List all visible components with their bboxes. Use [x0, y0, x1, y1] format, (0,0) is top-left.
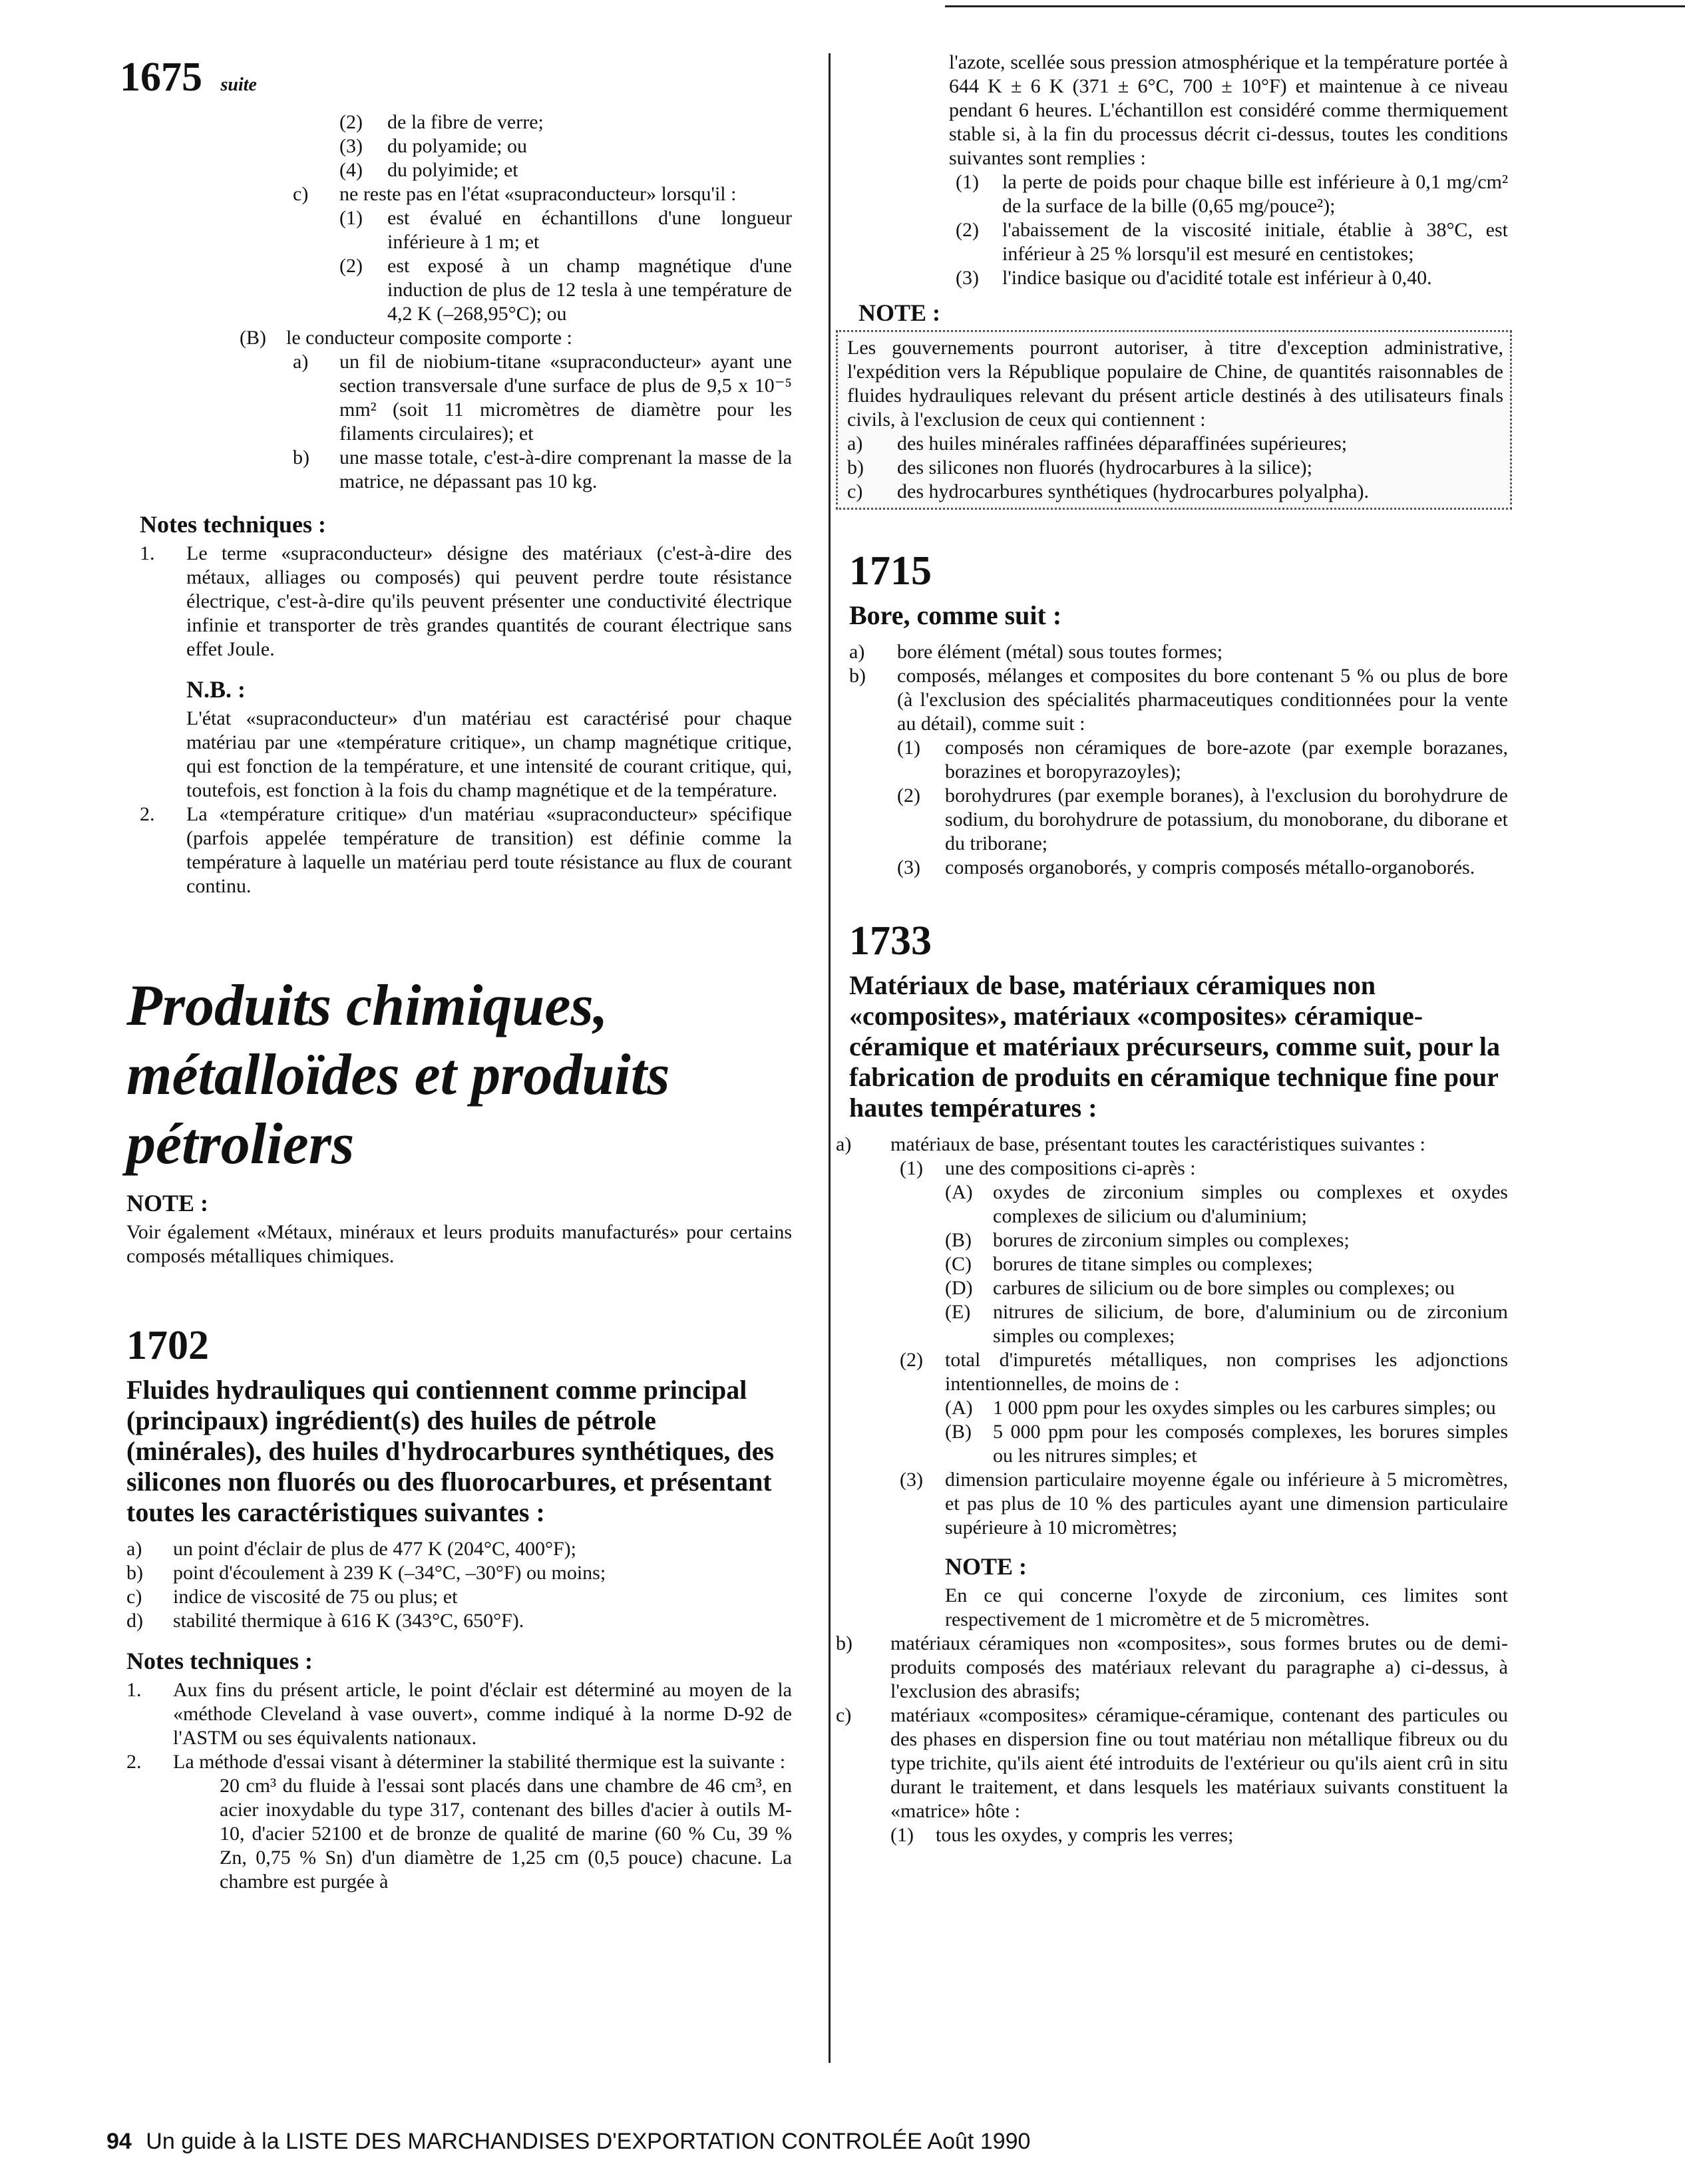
list-item: (C) borures de titane simples ou complexes; [945, 1253, 1313, 1275]
list-item: (3) dimension particulaire moyenne égale ou inférieure à 5 micromètres, et pas plus de 10 % des particules ayant une dimension particulaire supérieure à 10 micromètres; [900, 1469, 1508, 1539]
list-item: (B) le conducteur composite comporte : [240, 327, 572, 349]
technical-note: 2. La méthode d'essai visant à déterminer la stabilité thermique est la suivante : [126, 1751, 786, 1773]
list-item: (4) du polyimide; et [339, 159, 518, 181]
list-item: a) un point d'éclair de plus de 477 K (204°C, 400°F); [126, 1538, 576, 1560]
section-number: 1675 [120, 55, 202, 100]
column-divider [829, 53, 831, 2063]
top-rule [945, 5, 1685, 7]
list-item: b) composés, mélanges et composites du bore contenant 5 % ou plus de bore (à l'exclusion des spécialités pharmaceutiques conditionnées pour la vente au détail), comme suit : [849, 665, 1508, 735]
chapter-note-text: Voir également «Métaux, minéraux et leurs produits manufacturés» pour certains composés métalliques chimiques. [126, 1221, 792, 1267]
nb-title: N.B. : [186, 676, 246, 703]
list-item: (A) 1 000 ppm pour les oxydes simples ou les carbures simples; ou [945, 1397, 1496, 1419]
list-item: (E) nitrures de silicium, de bore, d'aluminium ou de zirconium simples ou complexes; [945, 1301, 1508, 1347]
footer-text: Un guide à la LISTE DES MARCHANDISES D'EXPORTATION CONTROLÉE Août 1990 [146, 2129, 1031, 2154]
list-item: c) indice de viscosité de 75 ou plus; et [126, 1586, 458, 1608]
list-item: (3) composés organoborés, y compris composés métallo-organoborés. [897, 856, 1475, 878]
note-text: En ce qui concerne l'oxyde de zirconium, ces limites sont respectivement de 1 micromètre et de 5 micromètres. [945, 1584, 1508, 1630]
continued-text: l'azote, scellée sous pression atmosphérique et la température portée à 644 K ± 6 K (371 ± 6°C, 700 ± 10°F) et maintenue à ce niveau pendant 6 heures. L'échantillon est considéré comme thermiquement stable si, à la fin du processus décrit ci-dessus, toutes les conditions suivantes sont remplies : [949, 51, 1508, 169]
list-item: a) matériaux de base, présentant toutes les caractéristiques suivantes : [836, 1133, 1425, 1155]
test-method-text: 20 cm³ du fluide à l'essai sont placés dans une chambre de 46 cm³, en acier inoxydable du type 317, contenant des billes d'acier à outils M-10, d'acier 52100 et de bronze de qualité de marine (60 % Cu, 39 % Zn, 0,75 % Sn) d'un diamètre de 1,25 cm (0,5 pouce) chacune. La chambre est purgée à [220, 1775, 792, 1893]
note-text: Les gouvernements pourront autoriser, à titre d'exception administrative, l'expédition vers la République populaire de Chine, de quantités raisonnables de fluides hydrauliques relevant du présent article destinés à des utilisateurs finals civils, à l'exclusion de ceux qui contiennent : [847, 337, 1503, 431]
chapter-title-line-2: métalloïdes et produits [126, 1043, 670, 1107]
note-title: NOTE : [945, 1553, 1028, 1580]
section-1675 [120, 53, 792, 898]
list-item: (1) la perte de poids pour chaque bille est inférieure à 0,1 mg/cm² de la surface de la bille (0,65 mg/pouce²); [956, 171, 1508, 217]
note-box [836, 330, 1512, 510]
list-item: b) des silicones non fluorés (hydrocarbures à la silice); [847, 456, 1312, 478]
list-item: c) ne reste pas en l'état «supraconducteur» lorsqu'il : [293, 183, 737, 205]
list-item: d) stabilité thermique à 616 K (343°C, 650°F). [126, 1610, 524, 1632]
section-1715 [849, 547, 1508, 880]
section-1702-continued [849, 51, 1508, 510]
list-item: a) bore élément (métal) sous toutes formes; [849, 641, 1223, 663]
list-item: (3) l'indice basique ou d'acidité totale est inférieur à 0,40. [956, 267, 1432, 289]
list-item: b) une masse totale, c'est-à-dire comprenant la masse de la matrice, ne dépassant pas 10 kg. [293, 447, 792, 492]
list-item: (A) oxydes de zirconium simples ou complexes et oxydes complexes de silicium ou d'aluminium; [945, 1181, 1508, 1227]
section-number: 1715 [849, 548, 932, 594]
notes-title: Notes techniques : [126, 1648, 313, 1674]
section-1702 [126, 1322, 792, 1894]
list-item: (2) l'abaissement de la viscosité initiale, établie à 38°C, est inférieur à 25 % lorsqu'il est mesuré en centistokes; [956, 219, 1508, 265]
list-item: (B) 5 000 ppm pour les composés complexes, les borures simples ou les nitrures simples; et [945, 1421, 1508, 1467]
list-item: (D) carbures de silicium ou de bore simples ou complexes; ou [945, 1277, 1455, 1299]
list-item: (B) borures de zirconium simples ou complexes; [945, 1229, 1350, 1251]
page-footer [106, 2128, 1030, 2155]
list-item: a) des huiles minérales raffinées déparaffinées supérieures; [847, 433, 1348, 455]
notes-title: Notes techniques : [140, 511, 326, 538]
list-item: c) matériaux «composites» céramique-céramique, contenant des particules ou des phases en dispersion fine ou tout matériau non métallique fibreux ou du type trichite, qu'ils aient été introduits de l'extérieur ou qu'ils aient crû in situ durant le traitement, et dans lesquels les matériaux suivants constituent la «matrice» hôte : [836, 1704, 1508, 1822]
section-1733 [836, 917, 1508, 1847]
list-item: c) des hydrocarbures synthétiques (hydrocarbures polyalpha). [847, 480, 1369, 502]
note-title: NOTE : [858, 299, 941, 326]
list-item: (2) de la fibre de verre; [339, 111, 544, 133]
list-item: (1) une des compositions ci-après : [900, 1157, 1196, 1179]
technical-note: 2. La «température critique» d'un matériau «supraconducteur» spécifique (parfois appelée température de transition) est définie comme la température à laquelle un matériau perd toute résistance au flux de courant continu. [140, 803, 792, 897]
nb-text: L'état «supraconducteur» d'un matériau est caractérisé pour chaque matériau par une «température critique», un champ magnétique critique, qui est fonction de la température, et une intensité de courant critique, qui, toutefois, est fonction à la fois du champ magnétique et de la température. [186, 707, 792, 801]
right-column [836, 51, 1508, 1847]
list-item: a) un fil de niobium-titane «supraconducteur» ayant une section transversale d'une surface de plus de 9,5 x 10⁻⁵ mm² (soit 11 micromètres de diamètre pour les filaments circulaires); et [293, 351, 792, 445]
suite-label: suite [220, 75, 257, 95]
list-item: (1) composés non céramiques de bore-azote (par exemple borazanes, borazines et boropyrazoyles); [897, 737, 1508, 783]
chapter-title-line-3: pétroliers [126, 1112, 355, 1177]
chapter-title-line-1: Produits chimiques, [126, 974, 608, 1038]
section-title: Matériaux de base, matériaux céramiques non «composites», matériaux «composites» céramique-céramique et matériaux précurseurs, comme suit, pour la fabrication de produits en céramique technique fine pour hautes températures : [849, 970, 1500, 1123]
list-item: (2) total d'impuretés métalliques, non comprises les adjonctions intentionnelles, de moins de : [900, 1349, 1508, 1395]
page-number: 94 [106, 2129, 132, 2154]
chapter-note-title: NOTE : [126, 1190, 209, 1216]
list-item: (2) est exposé à un champ magnétique d'une induction de plus de 12 tesla à une température de 4,2 K (–268,95°C); ou [339, 255, 792, 325]
technical-note: 1. Le terme «supraconducteur» désigne des matériaux (c'est-à-dire des métaux, alliages ou composés) qui peuvent perdre toute résistance électrique, c'est-à-dire qu'ils peuvent présenter une conductivité électrique infinie et transporter de très grandes quantités de courant électrique sans effet Joule. [140, 542, 792, 660]
section-title: Bore, comme suit : [849, 600, 1062, 630]
list-item: (2) borohydrures (par exemple boranes), à l'exclusion du borohydrure de sodium, du borohydrure de potassium, du monoborane, du diborane et du triborane; [897, 785, 1508, 854]
list-item: b) point d'écoulement à 239 K (–34°C, –30°F) ou moins; [126, 1562, 606, 1584]
section-title: Fluides hydrauliques qui contiennent comme principal (principaux) ingrédient(s) des huiles de pétrole (minérales), des huiles d'hydrocarbures synthétiques, des silicones non fluorés ou des fluorocarbures, et présentant toutes les caractéristiques suivantes : [126, 1375, 775, 1527]
list-item: (1) tous les oxydes, y compris les verres; [890, 1824, 1234, 1846]
list-item: (3) du polyamide; ou [339, 135, 527, 157]
section-number: 1702 [126, 1323, 209, 1368]
left-column [120, 53, 792, 1894]
list-item: b) matériaux céramiques non «composites», sous formes brutes ou de demi-produits composés des matériaux relevant du paragraphe a) ci-dessus, à l'exclusion des abrasifs; [836, 1632, 1508, 1702]
technical-note: 1. Aux fins du présent article, le point d'éclair est déterminé au moyen de la «méthode Cleveland à vase ouvert», comme indiqué à la norme D-92 de l'ASTM ou ses équivalents nationaux. [126, 1679, 792, 1749]
section-number: 1733 [849, 918, 932, 964]
chapter-heading [126, 972, 792, 1268]
list-item: (1) est évalué en échantillons d'une longueur inférieure à 1 m; et [339, 207, 792, 253]
